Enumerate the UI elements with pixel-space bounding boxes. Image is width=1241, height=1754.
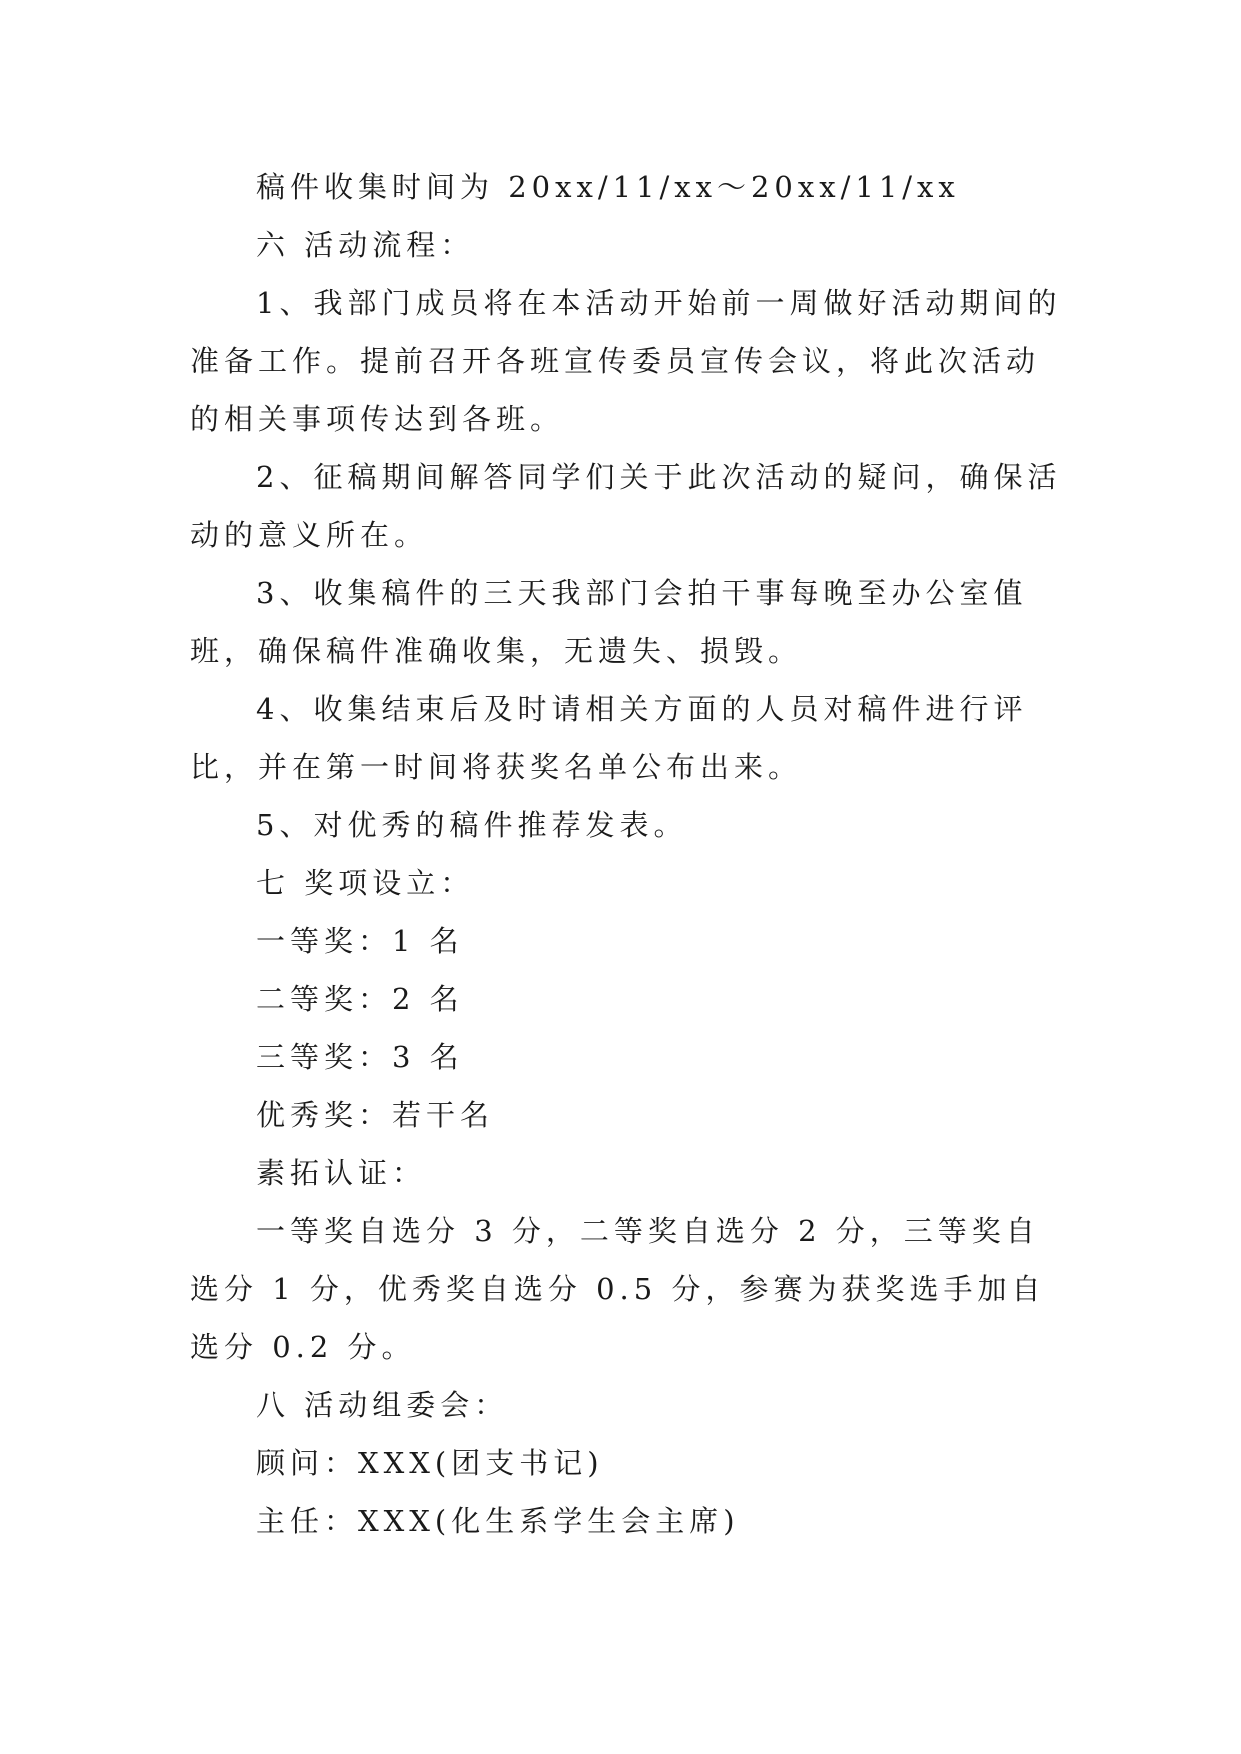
section-heading-certification: 素拓认证： — [256, 1156, 427, 1190]
paragraph-step-2: 2、征稿期间解答同学们关于此次活动的疑问，确保活动的意义所在。 — [190, 460, 1062, 552]
paragraph-step-5: 5、对优秀的稿件推荐发表。 — [256, 808, 688, 842]
paragraph-step-4: 4、收集结束后及时请相关方面的人员对稿件进行评比，并在第一时间将获奖名单公布出来。 — [190, 692, 1028, 784]
committee-advisor: 顾问：XXX(团支书记) — [256, 1446, 604, 1480]
document-body — [190, 158, 1070, 1550]
award-third-prize: 三等奖：3 名 — [256, 1040, 464, 1074]
paragraph-step-1: 1、我部门成员将在本活动开始前一周做好活动期间的准备工作。提前召开各班宣传委员宣传会议，将此次活动的相关事项传达到各班。 — [190, 286, 1062, 436]
award-first-prize: 一等奖：1 名 — [256, 924, 464, 958]
section-heading-activity-process: 六 活动流程： — [256, 228, 475, 262]
paragraph-step-3: 3、收集稿件的三天我部门会拍干事每晚至办公室值班，确保稿件准确收集，无遗失、损毁。 — [190, 576, 1028, 668]
paragraph-certification-points: 一等奖自选分 3 分，二等奖自选分 2 分，三等奖自选分 1 分，优秀奖自选分 0.5 分，参赛为获奖选手加自选分 0.2 分。 — [190, 1214, 1046, 1364]
committee-director: 主任：XXX(化生系学生会主席) — [256, 1504, 740, 1538]
award-excellence-prize: 优秀奖：若干名 — [256, 1098, 495, 1132]
award-second-prize: 二等奖：2 名 — [256, 982, 464, 1016]
section-heading-committee: 八 活动组委会： — [256, 1388, 509, 1422]
section-heading-awards: 七 奖项设立： — [256, 866, 475, 900]
paragraph-collection-time: 稿件收集时间为 20xx/11/xx～20xx/11/xx — [256, 170, 960, 204]
